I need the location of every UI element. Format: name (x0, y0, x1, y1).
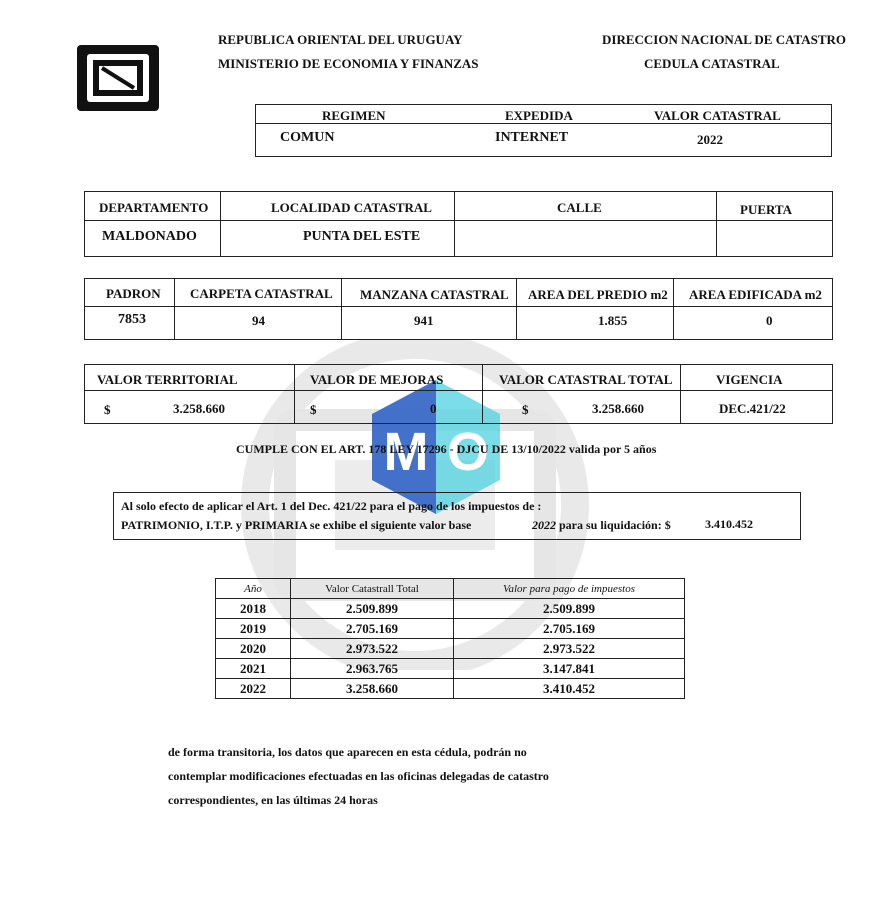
vigencia-value: DEC.421/22 (719, 401, 786, 416)
area-predio-header: AREA DEL PREDIO m2 (528, 287, 668, 302)
history-row (216, 639, 685, 659)
footer-line2: contemplar modificaciones efectuadas en las oficinas delegadas de catastro (168, 769, 549, 783)
valor-territorial-header: VALOR TERRITORIAL (97, 372, 238, 387)
carpeta-header: CARPETA CATASTRAL (190, 286, 333, 301)
tax-base-year: 2022 (532, 518, 556, 532)
departamento-header: DEPARTAMENTO (99, 200, 209, 215)
localidad-header: LOCALIDAD CATASTRAL (271, 200, 432, 215)
history-header-row (216, 579, 685, 599)
carpeta-value: 94 (252, 313, 265, 328)
history-pago: 2.973.522 (454, 639, 685, 659)
territorial-value: 3.258.660 (173, 401, 225, 416)
history-pago: 2.705.169 (454, 619, 685, 639)
history-catastral: 2.509.899 (291, 599, 454, 619)
vigencia-header: VIGENCIA (716, 372, 783, 387)
history-year: 2021 (216, 659, 291, 679)
tax-base-line1: Al solo efecto de aplicar el Art. 1 del Dec. 421/22 para el pago de los impuestos de : (121, 499, 542, 513)
history-catastral: 2.973.522 (291, 639, 454, 659)
area-predio-value: 1.855 (598, 313, 628, 328)
catastro-logo-icon (76, 44, 160, 112)
svg-text:O: O (446, 422, 490, 482)
tax-base-line2: PATRIMONIO, I.T.P. y PRIMARIA se exhibe el siguiente valor base (121, 518, 472, 532)
total-currency: $ (522, 402, 529, 417)
padron-header: PADRON (106, 286, 161, 301)
valor-catastral-year: 2022 (697, 132, 723, 147)
header-document-title: CEDULA CATASTRAL (644, 56, 780, 71)
regimen-value: COMUN (280, 130, 335, 145)
history-catastral: 2.963.765 (291, 659, 454, 679)
history-year: 2020 (216, 639, 291, 659)
footer-line3: correspondientes, en las últimas 24 horas (168, 793, 378, 807)
total-value: 3.258.660 (592, 401, 644, 416)
manzana-value: 941 (414, 313, 434, 328)
history-row (216, 659, 685, 679)
puerta-header: PUERTA (740, 202, 793, 217)
valor-mejoras-header: VALOR DE MEJORAS (310, 372, 444, 387)
area-edificada-value: 0 (766, 313, 773, 328)
compliance-note: CUMPLE CON EL ART. 178 LEY 17296 - DJCU DE 13/10/2022 valida por 5 años (236, 442, 657, 456)
valor-total-header: VALOR CATASTRAL TOTAL (499, 372, 673, 387)
area-edificada-header: AREA EDIFICADA m2 (689, 287, 822, 302)
header-direction: DIRECCION NACIONAL DE CATASTRO (602, 32, 847, 47)
history-catastral-header: Valor Catastrall Total (291, 579, 454, 599)
manzana-header: MANZANA CATASTRAL (360, 287, 509, 302)
localidad-value: PUNTA DEL ESTE (303, 229, 421, 244)
valor-catastral-header: VALOR CATASTRAL (654, 108, 781, 123)
territorial-currency: $ (104, 402, 111, 417)
history-pago-header: Valor para pago de impuestos (454, 579, 685, 599)
history-pago: 3.147.841 (454, 659, 685, 679)
history-year-header: Año (216, 579, 291, 599)
history-row (216, 679, 685, 699)
regimen-header: REGIMEN (322, 108, 386, 123)
header-country: REPUBLICA ORIENTAL DEL URUGUAY (218, 32, 463, 47)
history-table (215, 578, 685, 699)
padron-value: 7853 (118, 312, 146, 327)
history-row (216, 599, 685, 619)
history-pago: 2.509.899 (454, 599, 685, 619)
mo-letter-m: M (383, 422, 429, 482)
history-row (216, 619, 685, 639)
mejoras-currency: $ (310, 402, 317, 417)
calle-header: CALLE (557, 200, 602, 215)
history-year: 2019 (216, 619, 291, 639)
tax-base-suffix: para su liquidación: $ (559, 518, 671, 532)
mejoras-value: 0 (430, 401, 437, 416)
history-catastral: 2.705.169 (291, 619, 454, 639)
expedida-value: INTERNET (495, 130, 569, 145)
departamento-value: MALDONADO (102, 229, 197, 244)
history-year: 2018 (216, 599, 291, 619)
footer-line1: de forma transitoria, los datos que aparecen en esta cédula, podrán no (168, 745, 527, 759)
expedida-header: EXPEDIDA (505, 108, 573, 123)
history-pago: 3.410.452 (454, 679, 685, 699)
history-year: 2022 (216, 679, 291, 699)
header-ministry: MINISTERIO DE ECONOMIA Y FINANZAS (218, 56, 479, 71)
history-catastral: 3.258.660 (291, 679, 454, 699)
tax-base-amount: 3.410.452 (705, 517, 753, 531)
